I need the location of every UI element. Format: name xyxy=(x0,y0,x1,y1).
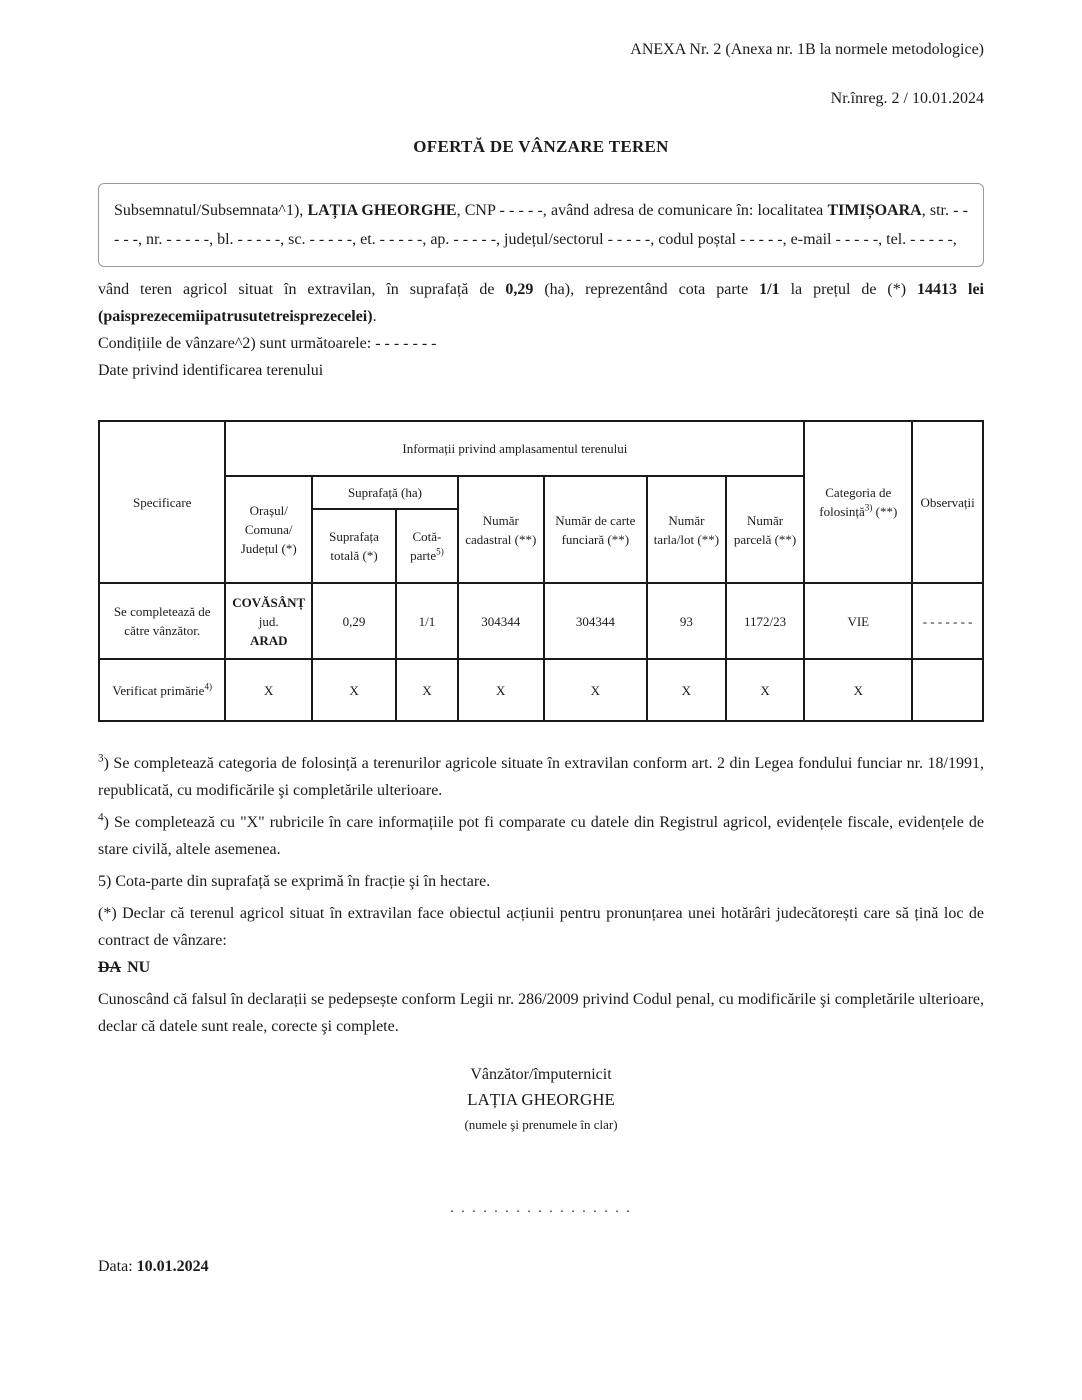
verify-mark-cell: X xyxy=(458,659,544,721)
col-header-cota-parte xyxy=(396,509,458,583)
table-row-seller xyxy=(99,583,983,659)
col-header-oras-comuna-judet: Orașul/ Comuna/ Județul (*) xyxy=(225,476,312,583)
categoria-suffix: (**) xyxy=(872,504,898,519)
col-header-nr-parcela: Număr parcelă (**) xyxy=(726,476,805,583)
land-identification-table xyxy=(98,420,984,722)
da-option-struck: DA xyxy=(98,959,122,976)
date-label: Data: xyxy=(98,1258,137,1275)
verify-observatii-cell xyxy=(912,659,983,721)
offer-area: 0,29 xyxy=(505,281,534,298)
signature-name: LAȚIA GHEORGHE xyxy=(467,1090,615,1109)
offer-text: la prețul de (*) xyxy=(779,281,918,298)
footnote-5: 5) Cota-parte din suprafață se exprimă în fracție şi în hectare. xyxy=(98,873,491,890)
cota-parte-sup: 5) xyxy=(436,546,444,557)
verify-mark-cell: X xyxy=(312,659,396,721)
seller-suprafata-cell: 0,29 xyxy=(312,583,396,659)
document-date xyxy=(98,1258,209,1276)
table-row-verify xyxy=(99,659,983,721)
offer-paragraph xyxy=(98,276,984,330)
signature-note: (numele şi prenumele în clar) xyxy=(464,1117,618,1132)
seller-cota-cell: 1/1 xyxy=(396,583,458,659)
intro-mid: , CNP - - - - -, având adresa de comunicare în: localitatea xyxy=(456,202,828,219)
footnotes-section xyxy=(98,750,984,1040)
verify-mark-cell: X xyxy=(804,659,912,721)
seller-locality-cell xyxy=(225,583,312,659)
col-header-specificare: Specificare xyxy=(99,421,225,583)
footnote-3-marker: 3 xyxy=(98,752,104,765)
nu-option: NU xyxy=(127,959,151,976)
verify-mark-cell: X xyxy=(544,659,647,721)
intro-suffix: , str. - - - - -, nr. - - - - -, bl. - - - - -, sc. - - - - -, et. - - - - -, ap. - - - - -, județul/sectorul - - - - -, codul poștal - - - - -, e-mail - - - - -, tel. - - - - -, xyxy=(114,202,969,248)
seller-identity-box xyxy=(98,183,984,267)
col-header-suprafata-totala: Suprafața totală (*) xyxy=(312,509,396,583)
col-header-nr-tarla: Număr tarla/lot (**) xyxy=(647,476,726,583)
registration-number: Nr.înreg. 2 / 10.01.2024 xyxy=(830,90,984,107)
offer-price-words: (paisprezecemiipatrusutetreisprezecelei) xyxy=(98,308,373,325)
verify-mark-cell: X xyxy=(647,659,726,721)
locality-county: ARAD xyxy=(249,632,288,648)
col-header-categoria xyxy=(804,421,912,583)
locality-jud: jud. xyxy=(258,613,279,629)
seller-parcela-cell: 1172/23 xyxy=(726,583,805,659)
verify-label: Verificat primărie xyxy=(112,682,205,698)
offer-text: . xyxy=(372,308,377,325)
offer-text: vând teren agricol situat în extravilan, în suprafață de xyxy=(98,281,506,298)
categoria-label: Categoria de folosință xyxy=(819,485,892,519)
sale-conditions-line: Condițiile de vânzare^2) sunt următoarele: - - - - - - - xyxy=(98,335,437,352)
col-header-suprafata-group: Suprafață (ha) xyxy=(312,476,458,509)
footnote-4-text: ) Se completează cu "X" rubricile în care informațiile pot fi comparate cu datele din Registrul agricol, evidențele fiscale, evidențele de stare civilă, altele asemenea. xyxy=(98,814,984,858)
footnote-4 xyxy=(98,809,984,863)
seller-locality: TIMIȘOARA xyxy=(827,202,922,219)
seller-carte-cell: 304344 xyxy=(544,583,647,659)
categoria-sup: 3) xyxy=(864,502,873,513)
signature-dotted-line: . . . . . . . . . . . . . . . . . xyxy=(450,1201,632,1216)
col-header-nr-cadastral: Număr cadastral (**) xyxy=(458,476,544,583)
seller-name: LAȚIA GHEORGHE xyxy=(307,202,457,219)
offer-price: 14413 lei xyxy=(917,281,984,298)
intro-prefix: Subsemnatul/Subsemnata^1), xyxy=(114,202,308,219)
da-nu-line xyxy=(98,954,984,981)
footnote-3-text: ) Se completează categoria de folosință a terenurilor agricole situate în extravilan conform art. 2 din Legea fondului funciar nr. 18/1991, republicată, cu modificările şi completările ulterioare. xyxy=(98,755,984,799)
verify-mark-cell: X xyxy=(225,659,312,721)
seller-observatii-cell: - - - - - - - xyxy=(912,583,983,659)
col-header-info-group: Informații privind amplasamentul terenului xyxy=(225,421,804,476)
footnote-4-marker: 4 xyxy=(98,811,104,824)
star-declaration: (*) Declar că terenul agricol situat în extravilan face obiectul acțiunii pentru pronunțarea unei hotărâri judecătorești care să țină loc de contract de vânzare: xyxy=(98,905,984,949)
penal-declaration: Cunoscând că falsul în declarații se pedepsește conform Legii nr. 286/2009 privind Codul penal, cu modificările şi completările ulterioare, declar că datele sunt reale, corecte şi complete. xyxy=(98,991,984,1035)
seller-tarla-cell: 93 xyxy=(647,583,726,659)
col-header-nr-carte-funciara: Număr de carte funciară (**) xyxy=(544,476,647,583)
col-header-observatii: Observații xyxy=(912,421,983,583)
date-value: 10.01.2024 xyxy=(136,1258,209,1275)
seller-row-label: Se completează de către vânzător. xyxy=(99,583,225,659)
verify-mark-cell: X xyxy=(396,659,458,721)
footnote-3 xyxy=(98,750,984,804)
signature-role: Vânzător/împuternicit xyxy=(470,1066,612,1083)
offer-share: 1/1 xyxy=(759,281,780,298)
seller-cadastral-cell: 304344 xyxy=(458,583,544,659)
locality-name: COVĂSÂNȚ xyxy=(232,594,306,610)
seller-categoria-cell: VIE xyxy=(804,583,912,659)
annex-header: ANEXA Nr. 2 (Anexa nr. 1B la normele metodologice) xyxy=(630,41,984,58)
offer-text: (ha), reprezentând cota parte xyxy=(533,281,760,298)
verify-mark-cell: X xyxy=(726,659,805,721)
page-title: OFERTĂ DE VÂNZARE TEREN xyxy=(413,137,669,156)
verify-row-label xyxy=(99,659,225,721)
signature-block xyxy=(98,1062,984,1137)
land-data-heading: Date privind identificarea terenului xyxy=(98,362,324,379)
cota-parte-label: Cotă-parte xyxy=(410,529,442,563)
verify-label-sup: 4) xyxy=(204,681,213,692)
